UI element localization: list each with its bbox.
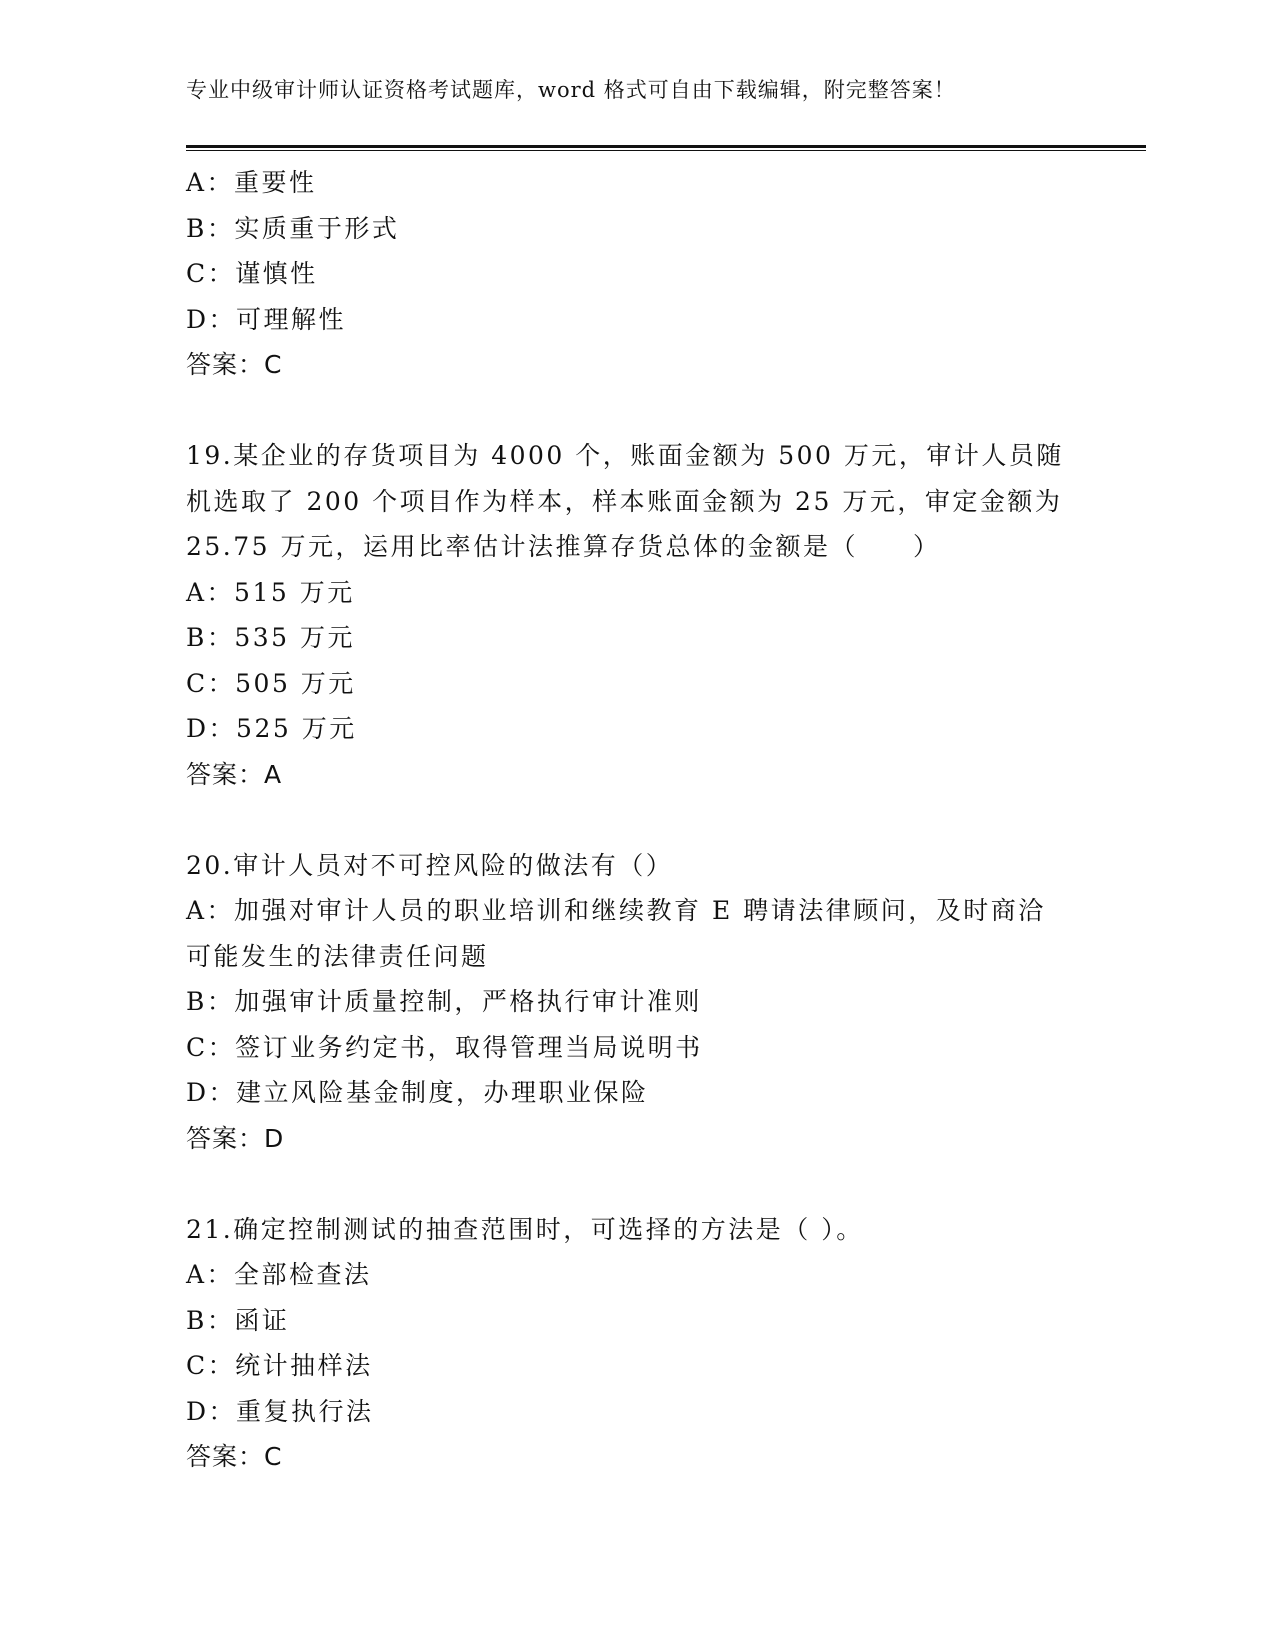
option-d: D：525 万元 [186,714,357,743]
answer: 答案：A [186,759,283,789]
question-stem: 机选取了 200 个项目作为样本，样本账面金额为 25 万元，审定金额为 [186,486,1063,516]
option-a: A：加强对审计人员的职业培训和继续教育 E 聘请法律顾问，及时商洽 [186,896,1046,925]
option-b: B：实质重于形式 [186,213,400,243]
question-stem: 21.确定控制测试的抽查范围时，可选择的方法是（ ）。 [186,1214,864,1244]
option-c: C：统计抽样法 [186,1351,373,1380]
option-b: B：535 万元 [186,623,356,652]
option-c: C：签订业务约定书，取得管理当局说明书 [186,1032,703,1062]
question-stem: 19.某企业的存货项目为 4000 个，账面金额为 500 万元，审计人员随 [186,441,1064,470]
option-b: B：加强审计质量控制，严格执行审计准则 [186,987,702,1016]
question-stem: 25.75 万元，运用比率估计法推算存货总体的金额是（ ） [186,532,941,561]
option-a: A：重要性 [186,168,317,197]
question-stem: 20.审计人员对不可控风险的做法有（） [186,850,674,880]
option-a-continued: 可能发生的法律责任问题 [186,941,489,971]
question-21 [186,1207,1086,1480]
answer: 答案：C [186,1442,283,1471]
option-a: A：515 万元 [186,577,355,607]
question-18 [186,160,1086,388]
option-d: D：可理解性 [186,304,347,334]
spacer [186,1161,1086,1207]
option-a: A：全部检查法 [186,1260,372,1289]
answer: 答案：D [186,1123,285,1153]
question-20 [186,843,1086,1162]
answer: 答案：C [186,350,283,379]
option-c: C：505 万元 [186,668,356,698]
spacer [186,388,1086,434]
spacer [186,797,1086,843]
option-d: D：重复执行法 [186,1396,374,1426]
option-b: B：函证 [186,1305,290,1335]
option-d: D：建立风险基金制度，办理职业保险 [186,1078,649,1107]
header-rule-thick [186,145,1146,148]
document-body [186,160,1086,1480]
option-c: C：谨慎性 [186,259,318,288]
header-rule-thin [186,150,1146,151]
page-header: 专业中级审计师认证资格考试题库，word 格式可自由下载编辑，附完整答案！ [186,78,956,102]
question-19 [186,433,1086,797]
